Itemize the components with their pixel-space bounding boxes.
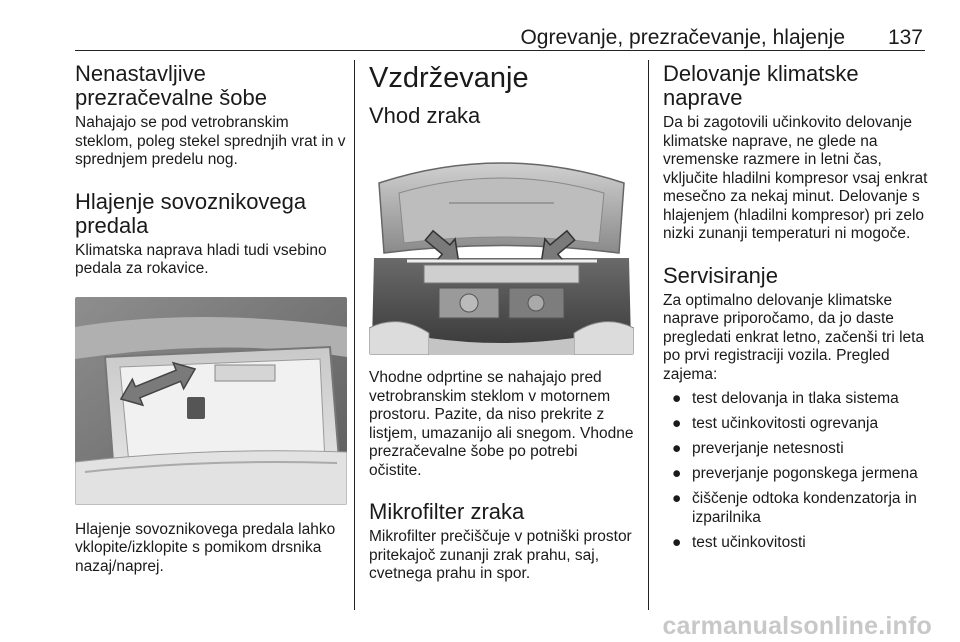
ac-operation-heading: Delovanje klimatske naprave [663, 61, 859, 110]
glovebox-text: Klimatska naprava hladi tudi vsebino pedala za rokavice. [75, 241, 327, 277]
vents-text: Nahajajo se pod vetrobranskim steklom, poleg stekel sprednjih vrat in v sprednjem predelu nog. [75, 114, 346, 168]
engine-bay-photo [369, 143, 634, 355]
watermark: carmanualsonline.info [662, 612, 932, 640]
glovebox-heading: Hlajenje sovoznikovega predala [75, 188, 307, 238]
vents-heading: Nenastavljive prezračevalne šobe [75, 61, 268, 110]
list-item: ● preverjanje netesnosti [672, 440, 844, 457]
list-item: ● test učinkovitosti [672, 533, 806, 551]
list-item: ● preverjanje pogonskega jermena [672, 465, 918, 482]
bullet-icon: ● [672, 490, 682, 507]
maintenance-heading: Vzdrževanje [369, 62, 529, 94]
bullet-icon: ● [672, 440, 682, 457]
column-middle [369, 62, 634, 584]
list-item: ● test učinkovitosti ogrevanja [672, 415, 879, 432]
glovebox-illustration [75, 297, 347, 505]
engine-bay-illustration [369, 143, 634, 355]
column-divider-2 [648, 60, 649, 610]
bullet-icon: ● [672, 465, 682, 482]
glovebox-caption: Hlajenje sovoznikovega predala lahko vklopite/izklopite s pomikom drsnika nazaj/naprej. [75, 520, 336, 575]
microfilter-text: Mikrofilter prečiščuje v potniški prostor pritekajoč zunanji zrak prahu, saj, cvetnega prahu in spor. [369, 528, 632, 582]
bullet-icon: ● [672, 533, 682, 551]
page-number: 137 [887, 26, 923, 49]
ac-operation-text: Da bi zagotovili učinkovito delovanje klimatske naprave, ne glede na vremenske razmere in letni čas, vključite hladilni kompresor vsaj enkrat mesečno za nekaj minut. Delovanje s hlajenjem (hladilni kompresor) pri zelo nizki zunanji temperaturi ni mogoče. [663, 114, 928, 242]
glovebox-photo [75, 297, 347, 505]
servicing-text: Za optimalno delovanje klimatske naprave priporočamo, da jo daste pregledati enkrat letno, začenši tri leta po prvi registraciji vozila. Pregled zajema: [663, 291, 925, 383]
microfilter-heading: Mikrofilter zraka [369, 499, 525, 524]
column-divider-1 [354, 60, 355, 610]
bullet-icon: ● [672, 415, 682, 432]
column-left [75, 62, 347, 576]
air-intake-text: Vhodne odprtine se nahajajo pred vetrobranskim steklom v motornem prostoru. Pazite, da niso prekrite z listjem, umazanijo ali snegom. Vhodne prezračevalne šobe po potrebi očistite. [369, 369, 634, 479]
header-rule [75, 50, 925, 51]
list-item: ● test delovanja in tlaka sistema [672, 390, 899, 407]
service-items-list [663, 390, 928, 552]
page-header [75, 24, 925, 52]
column-right [663, 62, 928, 559]
list-item: ● čiščenje odtoka kondenzatorja in izparilnika [672, 490, 917, 526]
page-title: Ogrevanje, prezračevanje, hlajenje [520, 26, 845, 49]
servicing-heading: Servisiranje [663, 262, 778, 288]
air-intake-heading: Vhod zraka [369, 103, 481, 128]
bullet-icon: ● [672, 390, 682, 407]
